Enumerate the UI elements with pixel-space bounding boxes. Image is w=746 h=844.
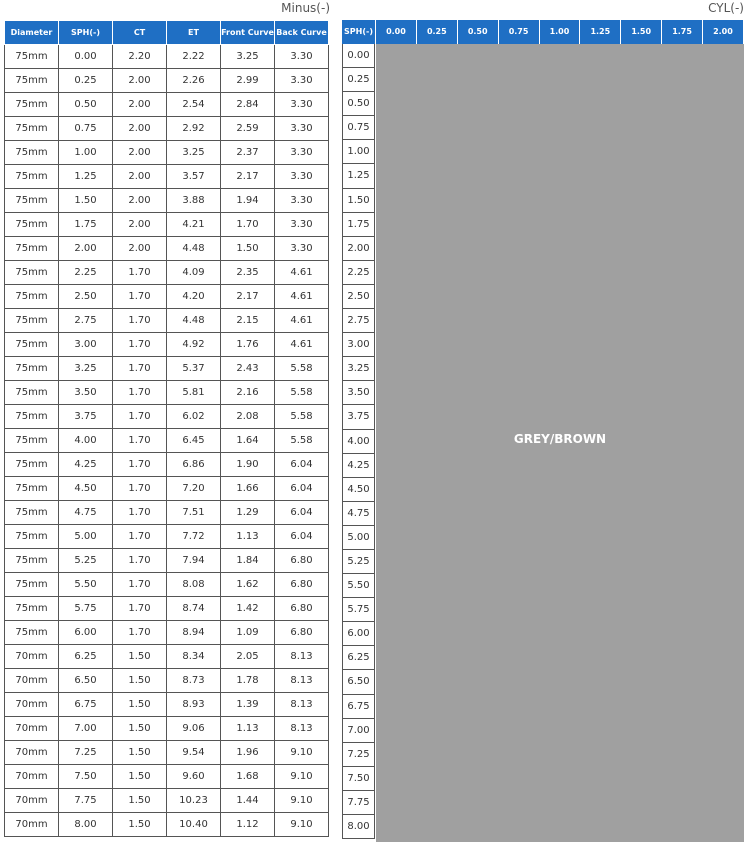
sph-value: 6.25 xyxy=(342,646,375,670)
table-row xyxy=(5,813,329,837)
sph-value: 4.00 xyxy=(342,430,375,454)
header-cyl: 2.00 xyxy=(703,20,744,44)
sph-value: 1.75 xyxy=(342,213,375,237)
table-row xyxy=(5,93,329,117)
sph-value: 0.25 xyxy=(342,68,375,92)
sph-value: 1.00 xyxy=(342,140,375,164)
cell-front-curve: 2.17 xyxy=(221,165,275,189)
cell-sph: 8.00 xyxy=(59,813,113,837)
sph-value: 0.75 xyxy=(342,116,375,140)
cell-diameter: 70mm xyxy=(5,645,59,669)
sph-value: 3.00 xyxy=(342,333,375,357)
sph-value: 3.50 xyxy=(342,381,375,405)
table-row xyxy=(5,741,329,765)
cell-back-curve: 3.30 xyxy=(275,213,329,237)
cyl-caption: CYL(-) xyxy=(708,1,744,15)
cell-ct: 1.70 xyxy=(113,333,167,357)
cell-ct: 2.00 xyxy=(113,141,167,165)
cell-back-curve: 6.80 xyxy=(275,597,329,621)
header-cyl: 1.75 xyxy=(662,20,703,44)
sph-value: 2.50 xyxy=(342,285,375,309)
cell-front-curve: 1.96 xyxy=(221,741,275,765)
sph-value: 5.75 xyxy=(342,598,375,622)
cell-ct: 1.70 xyxy=(113,453,167,477)
cell-front-curve: 1.84 xyxy=(221,549,275,573)
cell-front-curve: 2.99 xyxy=(221,69,275,93)
cell-ct: 1.50 xyxy=(113,669,167,693)
cell-et: 2.54 xyxy=(167,93,221,117)
cell-back-curve: 6.04 xyxy=(275,477,329,501)
cell-back-curve: 3.30 xyxy=(275,237,329,261)
cell-diameter: 75mm xyxy=(5,597,59,621)
cell-et: 8.34 xyxy=(167,645,221,669)
cell-front-curve: 2.35 xyxy=(221,261,275,285)
lens-spec-header-row xyxy=(5,21,329,45)
header-cyl: 1.25 xyxy=(580,20,621,44)
cell-et: 8.08 xyxy=(167,573,221,597)
sph-value: 8.00 xyxy=(342,815,375,839)
cell-sph: 3.25 xyxy=(59,357,113,381)
cell-diameter: 75mm xyxy=(5,285,59,309)
cell-ct: 1.50 xyxy=(113,765,167,789)
sph-value: 5.00 xyxy=(342,526,375,550)
cell-diameter: 75mm xyxy=(5,213,59,237)
header-ct: CT xyxy=(113,21,167,45)
cell-et: 6.45 xyxy=(167,429,221,453)
cell-front-curve: 1.13 xyxy=(221,717,275,741)
cell-ct: 1.70 xyxy=(113,357,167,381)
cell-front-curve: 1.50 xyxy=(221,237,275,261)
cell-et: 4.20 xyxy=(167,285,221,309)
table-row xyxy=(5,525,329,549)
cell-et: 6.02 xyxy=(167,405,221,429)
cell-back-curve: 3.30 xyxy=(275,165,329,189)
cell-ct: 1.50 xyxy=(113,645,167,669)
cell-back-curve: 4.61 xyxy=(275,309,329,333)
table-row xyxy=(5,597,329,621)
sph-value: 6.50 xyxy=(342,670,375,694)
cell-sph: 4.75 xyxy=(59,501,113,525)
cell-back-curve: 9.10 xyxy=(275,789,329,813)
cell-diameter: 75mm xyxy=(5,117,59,141)
cell-diameter: 75mm xyxy=(5,621,59,645)
cell-back-curve: 8.13 xyxy=(275,645,329,669)
cell-back-curve: 9.10 xyxy=(275,813,329,837)
cell-diameter: 75mm xyxy=(5,429,59,453)
cell-ct: 1.70 xyxy=(113,477,167,501)
cell-diameter: 75mm xyxy=(5,237,59,261)
cell-et: 8.73 xyxy=(167,669,221,693)
cell-front-curve: 1.68 xyxy=(221,765,275,789)
cell-et: 9.60 xyxy=(167,765,221,789)
cell-sph: 3.00 xyxy=(59,333,113,357)
cell-ct: 1.70 xyxy=(113,501,167,525)
cell-back-curve: 8.13 xyxy=(275,693,329,717)
table-row xyxy=(5,429,329,453)
cell-diameter: 75mm xyxy=(5,357,59,381)
table-row xyxy=(5,501,329,525)
cell-ct: 1.50 xyxy=(113,789,167,813)
cell-ct: 1.70 xyxy=(113,573,167,597)
cell-back-curve: 6.04 xyxy=(275,525,329,549)
cell-back-curve: 6.80 xyxy=(275,549,329,573)
cell-front-curve: 2.16 xyxy=(221,381,275,405)
cell-ct: 2.00 xyxy=(113,117,167,141)
cell-front-curve: 1.44 xyxy=(221,789,275,813)
header-diameter: Diameter xyxy=(5,21,59,45)
cell-back-curve: 6.80 xyxy=(275,573,329,597)
table-row xyxy=(5,189,329,213)
cell-et: 9.06 xyxy=(167,717,221,741)
header-cyl: 0.25 xyxy=(417,20,458,44)
cell-front-curve: 1.42 xyxy=(221,597,275,621)
cell-ct: 1.70 xyxy=(113,621,167,645)
lens-spec-body xyxy=(5,45,329,837)
cell-diameter: 75mm xyxy=(5,381,59,405)
cell-front-curve: 1.64 xyxy=(221,429,275,453)
sph-value: 7.00 xyxy=(342,719,375,743)
cell-front-curve: 2.84 xyxy=(221,93,275,117)
cell-front-curve: 2.59 xyxy=(221,117,275,141)
cell-back-curve: 4.61 xyxy=(275,333,329,357)
cell-sph: 3.75 xyxy=(59,405,113,429)
cell-sph: 4.25 xyxy=(59,453,113,477)
sph-value: 4.25 xyxy=(342,454,375,478)
cell-et: 8.74 xyxy=(167,597,221,621)
cell-sph: 5.50 xyxy=(59,573,113,597)
cell-et: 10.40 xyxy=(167,813,221,837)
table-row xyxy=(5,717,329,741)
cell-sph: 5.75 xyxy=(59,597,113,621)
table-row xyxy=(5,309,329,333)
cell-back-curve: 4.61 xyxy=(275,285,329,309)
table-row xyxy=(5,69,329,93)
cell-sph: 1.50 xyxy=(59,189,113,213)
sph-value: 2.75 xyxy=(342,309,375,333)
cell-diameter: 75mm xyxy=(5,453,59,477)
minus-caption: Minus(-) xyxy=(281,1,330,15)
cell-front-curve: 2.17 xyxy=(221,285,275,309)
table-row xyxy=(5,405,329,429)
header-cyl: 1.50 xyxy=(621,20,662,44)
cell-diameter: 70mm xyxy=(5,741,59,765)
cell-diameter: 75mm xyxy=(5,573,59,597)
header-cyl: 1.00 xyxy=(540,20,581,44)
cell-et: 2.22 xyxy=(167,45,221,69)
table-row xyxy=(5,285,329,309)
cell-ct: 2.00 xyxy=(113,237,167,261)
cell-front-curve: 2.05 xyxy=(221,645,275,669)
cell-sph: 0.00 xyxy=(59,45,113,69)
cell-et: 8.94 xyxy=(167,621,221,645)
cell-front-curve: 1.12 xyxy=(221,813,275,837)
cell-sph: 0.25 xyxy=(59,69,113,93)
cell-front-curve: 1.29 xyxy=(221,501,275,525)
cell-front-curve: 1.62 xyxy=(221,573,275,597)
cell-ct: 2.00 xyxy=(113,189,167,213)
sph-value: 2.25 xyxy=(342,261,375,285)
cell-diameter: 75mm xyxy=(5,525,59,549)
sph-value: 3.25 xyxy=(342,357,375,381)
cell-ct: 1.50 xyxy=(113,693,167,717)
header-back-curve: Back Curve xyxy=(275,21,329,45)
table-row xyxy=(5,237,329,261)
cell-front-curve: 1.09 xyxy=(221,621,275,645)
cell-ct: 1.70 xyxy=(113,429,167,453)
cell-et: 2.92 xyxy=(167,117,221,141)
cell-sph: 6.00 xyxy=(59,621,113,645)
cell-ct: 2.00 xyxy=(113,213,167,237)
sph-value: 0.50 xyxy=(342,92,375,116)
cell-ct: 1.70 xyxy=(113,405,167,429)
header-cyl: 0.00 xyxy=(376,20,417,44)
cell-sph: 2.25 xyxy=(59,261,113,285)
cell-et: 7.51 xyxy=(167,501,221,525)
availability-label: GREY/BROWN xyxy=(513,432,607,446)
cell-diameter: 75mm xyxy=(5,93,59,117)
cell-et: 8.93 xyxy=(167,693,221,717)
cell-front-curve: 3.25 xyxy=(221,45,275,69)
cell-sph: 4.00 xyxy=(59,429,113,453)
cell-back-curve: 5.58 xyxy=(275,357,329,381)
sph-value: 7.50 xyxy=(342,767,375,791)
header-front-curve: Front Curve xyxy=(221,21,275,45)
table-row xyxy=(5,573,329,597)
cell-front-curve: 1.90 xyxy=(221,453,275,477)
cell-et: 3.88 xyxy=(167,189,221,213)
table-row xyxy=(5,165,329,189)
cell-diameter: 75mm xyxy=(5,189,59,213)
cell-et: 4.48 xyxy=(167,237,221,261)
cell-back-curve: 5.58 xyxy=(275,405,329,429)
sph-value: 3.75 xyxy=(342,405,375,429)
header-sph: SPH(-) xyxy=(342,20,376,44)
cell-front-curve: 1.39 xyxy=(221,693,275,717)
sph-value: 1.50 xyxy=(342,189,375,213)
cell-back-curve: 3.30 xyxy=(275,117,329,141)
cell-front-curve: 1.70 xyxy=(221,213,275,237)
cell-sph: 7.00 xyxy=(59,717,113,741)
cell-sph: 0.75 xyxy=(59,117,113,141)
cell-back-curve: 5.58 xyxy=(275,429,329,453)
cell-ct: 2.00 xyxy=(113,93,167,117)
cell-et: 9.54 xyxy=(167,741,221,765)
cell-diameter: 70mm xyxy=(5,765,59,789)
cell-back-curve: 3.30 xyxy=(275,45,329,69)
cell-sph: 6.50 xyxy=(59,669,113,693)
cell-sph: 0.50 xyxy=(59,93,113,117)
sph-value: 1.25 xyxy=(342,164,375,188)
cell-ct: 1.70 xyxy=(113,309,167,333)
cell-diameter: 75mm xyxy=(5,165,59,189)
cell-back-curve: 3.30 xyxy=(275,189,329,213)
cell-front-curve: 1.76 xyxy=(221,333,275,357)
cell-et: 3.57 xyxy=(167,165,221,189)
cell-sph: 1.00 xyxy=(59,141,113,165)
cell-ct: 1.70 xyxy=(113,597,167,621)
cell-back-curve: 9.10 xyxy=(275,741,329,765)
cell-sph: 2.75 xyxy=(59,309,113,333)
cell-front-curve: 1.66 xyxy=(221,477,275,501)
cell-et: 5.37 xyxy=(167,357,221,381)
table-row xyxy=(5,45,329,69)
cell-front-curve: 1.94 xyxy=(221,189,275,213)
cell-front-curve: 1.13 xyxy=(221,525,275,549)
cell-sph: 6.75 xyxy=(59,693,113,717)
cell-ct: 2.00 xyxy=(113,69,167,93)
table-row xyxy=(5,549,329,573)
table-row xyxy=(5,381,329,405)
cell-diameter: 75mm xyxy=(5,309,59,333)
cell-front-curve: 2.08 xyxy=(221,405,275,429)
cell-back-curve: 3.30 xyxy=(275,93,329,117)
table-row xyxy=(5,141,329,165)
cell-back-curve: 9.10 xyxy=(275,765,329,789)
table-row xyxy=(5,621,329,645)
availability-sph-column xyxy=(342,44,375,839)
sph-value: 7.25 xyxy=(342,743,375,767)
table-row xyxy=(5,453,329,477)
cell-back-curve: 3.30 xyxy=(275,141,329,165)
cell-sph: 1.75 xyxy=(59,213,113,237)
cell-back-curve: 4.61 xyxy=(275,261,329,285)
cell-ct: 2.00 xyxy=(113,165,167,189)
cell-ct: 1.70 xyxy=(113,525,167,549)
cell-et: 4.92 xyxy=(167,333,221,357)
cell-diameter: 75mm xyxy=(5,333,59,357)
cell-diameter: 75mm xyxy=(5,261,59,285)
cell-back-curve: 8.13 xyxy=(275,717,329,741)
cell-diameter: 70mm xyxy=(5,669,59,693)
cell-diameter: 75mm xyxy=(5,69,59,93)
table-row xyxy=(5,789,329,813)
cell-sph: 7.50 xyxy=(59,765,113,789)
table-row xyxy=(5,261,329,285)
cell-back-curve: 5.58 xyxy=(275,381,329,405)
cell-ct: 1.50 xyxy=(113,741,167,765)
availability-area xyxy=(376,44,744,842)
cell-sph: 5.25 xyxy=(59,549,113,573)
cell-diameter: 75mm xyxy=(5,501,59,525)
cell-back-curve: 6.80 xyxy=(275,621,329,645)
cell-diameter: 70mm xyxy=(5,693,59,717)
cell-sph: 7.25 xyxy=(59,741,113,765)
sph-value: 5.25 xyxy=(342,550,375,574)
table-row xyxy=(5,693,329,717)
cell-ct: 1.70 xyxy=(113,285,167,309)
cell-ct: 2.20 xyxy=(113,45,167,69)
table-row xyxy=(5,117,329,141)
cell-sph: 2.00 xyxy=(59,237,113,261)
cell-front-curve: 2.15 xyxy=(221,309,275,333)
table-row xyxy=(5,477,329,501)
table-row xyxy=(5,669,329,693)
cell-front-curve: 2.37 xyxy=(221,141,275,165)
cell-front-curve: 1.78 xyxy=(221,669,275,693)
sph-value: 4.50 xyxy=(342,478,375,502)
sph-value: 0.00 xyxy=(342,44,375,68)
cell-diameter: 75mm xyxy=(5,477,59,501)
sph-value: 5.50 xyxy=(342,574,375,598)
cell-ct: 1.70 xyxy=(113,381,167,405)
cell-et: 7.20 xyxy=(167,477,221,501)
cell-sph: 1.25 xyxy=(59,165,113,189)
cell-back-curve: 8.13 xyxy=(275,669,329,693)
table-row xyxy=(5,213,329,237)
sph-value: 6.00 xyxy=(342,622,375,646)
cell-sph: 3.50 xyxy=(59,381,113,405)
cell-et: 4.48 xyxy=(167,309,221,333)
cell-sph: 2.50 xyxy=(59,285,113,309)
header-et: ET xyxy=(167,21,221,45)
cell-diameter: 70mm xyxy=(5,813,59,837)
cell-ct: 1.70 xyxy=(113,549,167,573)
header-cyl: 0.50 xyxy=(458,20,499,44)
cell-diameter: 75mm xyxy=(5,405,59,429)
cell-ct: 1.50 xyxy=(113,813,167,837)
cell-ct: 1.50 xyxy=(113,717,167,741)
sph-value: 4.75 xyxy=(342,502,375,526)
cell-diameter: 75mm xyxy=(5,45,59,69)
cell-sph: 4.50 xyxy=(59,477,113,501)
table-row xyxy=(5,645,329,669)
cell-back-curve: 6.04 xyxy=(275,453,329,477)
cell-et: 7.72 xyxy=(167,525,221,549)
table-row xyxy=(5,357,329,381)
table-row xyxy=(5,333,329,357)
cell-sph: 5.00 xyxy=(59,525,113,549)
availability-header-row xyxy=(342,20,744,44)
cell-sph: 6.25 xyxy=(59,645,113,669)
cell-back-curve: 6.04 xyxy=(275,501,329,525)
cell-et: 10.23 xyxy=(167,789,221,813)
cell-et: 4.09 xyxy=(167,261,221,285)
lens-spec-table xyxy=(4,20,329,837)
cell-back-curve: 3.30 xyxy=(275,69,329,93)
cell-et: 3.25 xyxy=(167,141,221,165)
cell-diameter: 75mm xyxy=(5,549,59,573)
cell-et: 6.86 xyxy=(167,453,221,477)
availability-grid xyxy=(342,20,744,842)
cell-et: 4.21 xyxy=(167,213,221,237)
header-sph: SPH(-) xyxy=(59,21,113,45)
header-cyl: 0.75 xyxy=(499,20,540,44)
cell-et: 5.81 xyxy=(167,381,221,405)
sph-value: 2.00 xyxy=(342,237,375,261)
cell-et: 7.94 xyxy=(167,549,221,573)
sph-value: 6.75 xyxy=(342,695,375,719)
cell-diameter: 75mm xyxy=(5,141,59,165)
sph-value: 7.75 xyxy=(342,791,375,815)
cell-ct: 1.70 xyxy=(113,261,167,285)
cell-diameter: 70mm xyxy=(5,717,59,741)
table-row xyxy=(5,765,329,789)
cell-et: 2.26 xyxy=(167,69,221,93)
cell-diameter: 70mm xyxy=(5,789,59,813)
cell-sph: 7.75 xyxy=(59,789,113,813)
cell-front-curve: 2.43 xyxy=(221,357,275,381)
